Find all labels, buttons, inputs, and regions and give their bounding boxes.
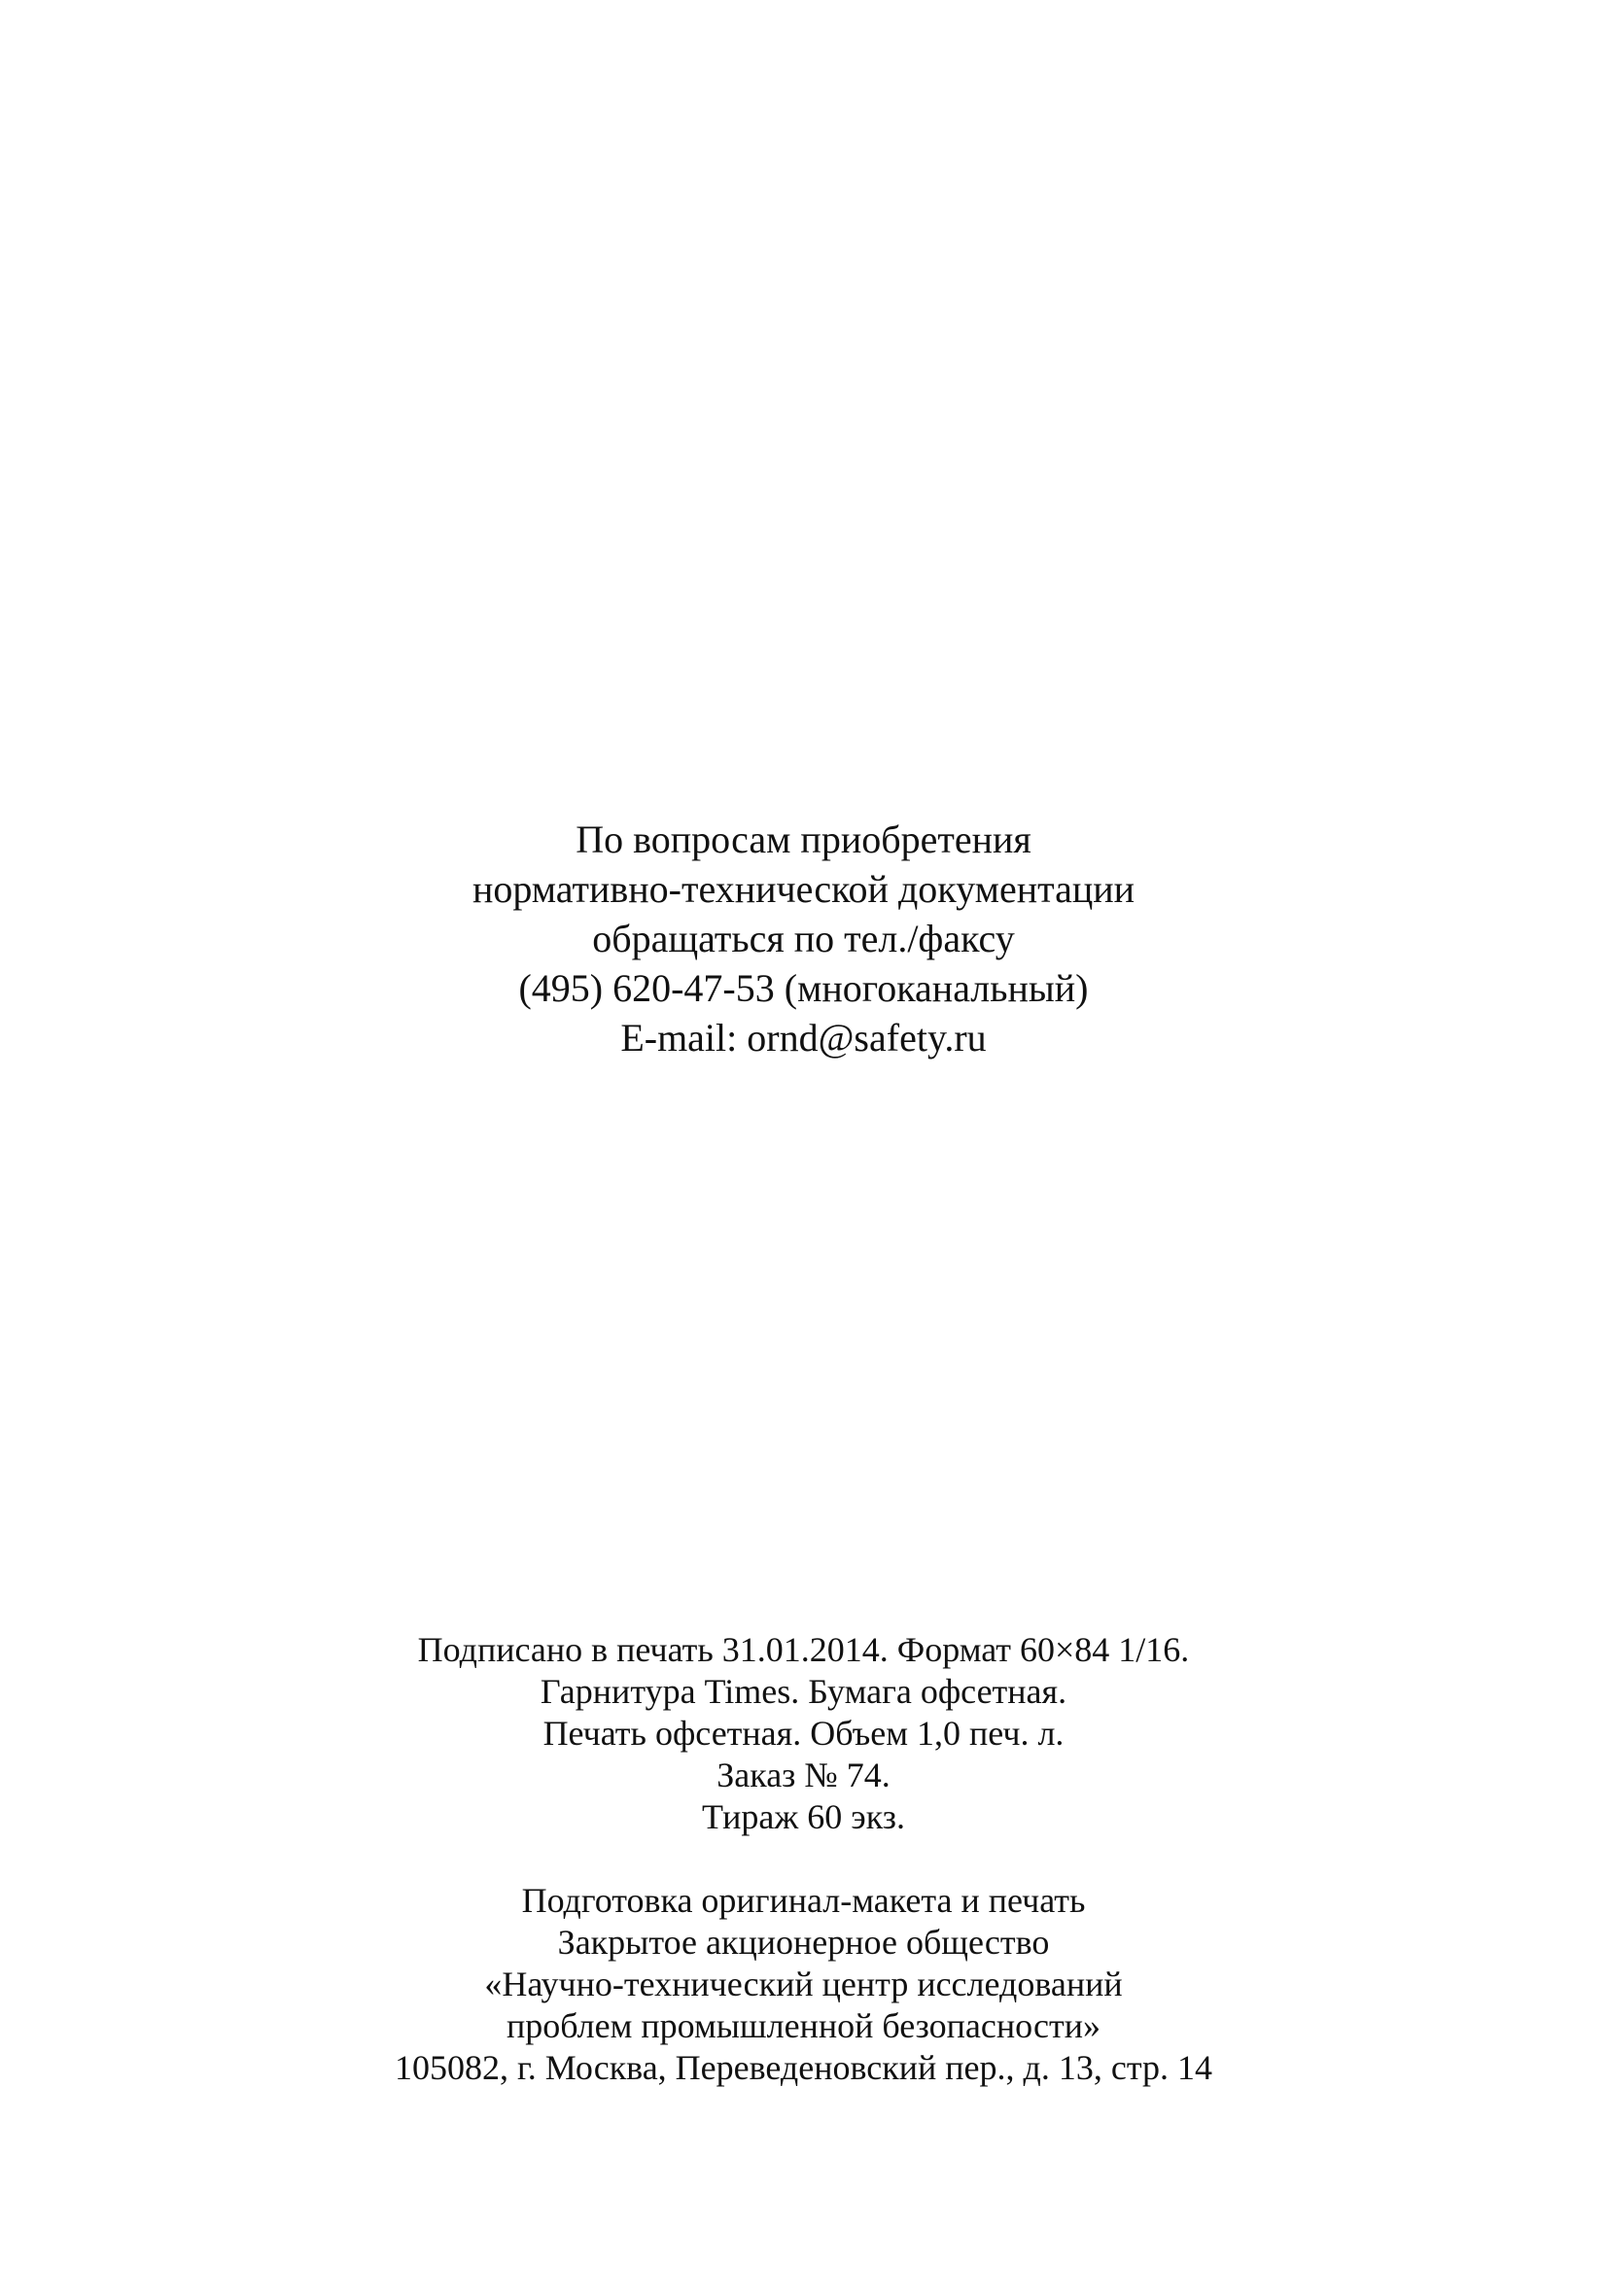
imprint-info [0, 1629, 1607, 1838]
producer-company-name-1: «Научно-технический центр исследований [484, 1965, 1123, 2003]
contact-line-purchase: По вопросам приобретения [576, 818, 1031, 861]
imprint-circulation: Тираж 60 экз. [702, 1797, 905, 1836]
contact-line-documentation: нормативно-технической документации [472, 867, 1135, 911]
contact-phone: (495) 620-47-53 (многоканальный) [518, 966, 1089, 1010]
imprint-typeface-paper: Гарнитура Times. Бумага офсетная. [540, 1672, 1067, 1711]
imprint-signed-format: Подписано в печать 31.01.2014. Формат 60×84 1/16. [417, 1630, 1190, 1669]
producer-address: 105082, г. Москва, Переведеновский пер., д. 13, стр. 14 [395, 2048, 1212, 2087]
contact-info [0, 815, 1607, 1062]
producer-preparation: Подготовка оригинал-макета и печать [521, 1881, 1086, 1920]
contact-email: E-mail: ornd@safety.ru [620, 1016, 987, 1060]
producer-company-type: Закрытое акционерное общество [557, 1923, 1050, 1962]
imprint-print-volume: Печать офсетная. Объем 1,0 печ. л. [542, 1714, 1065, 1753]
producer-company-name-2: проблем промышленной безопасности» [506, 2006, 1101, 2045]
producer-info [0, 1880, 1607, 2089]
contact-line-phone-fax-label: обращаться по тел./факсу [592, 917, 1015, 960]
imprint-order-number: Заказ № 74. [716, 1756, 891, 1794]
